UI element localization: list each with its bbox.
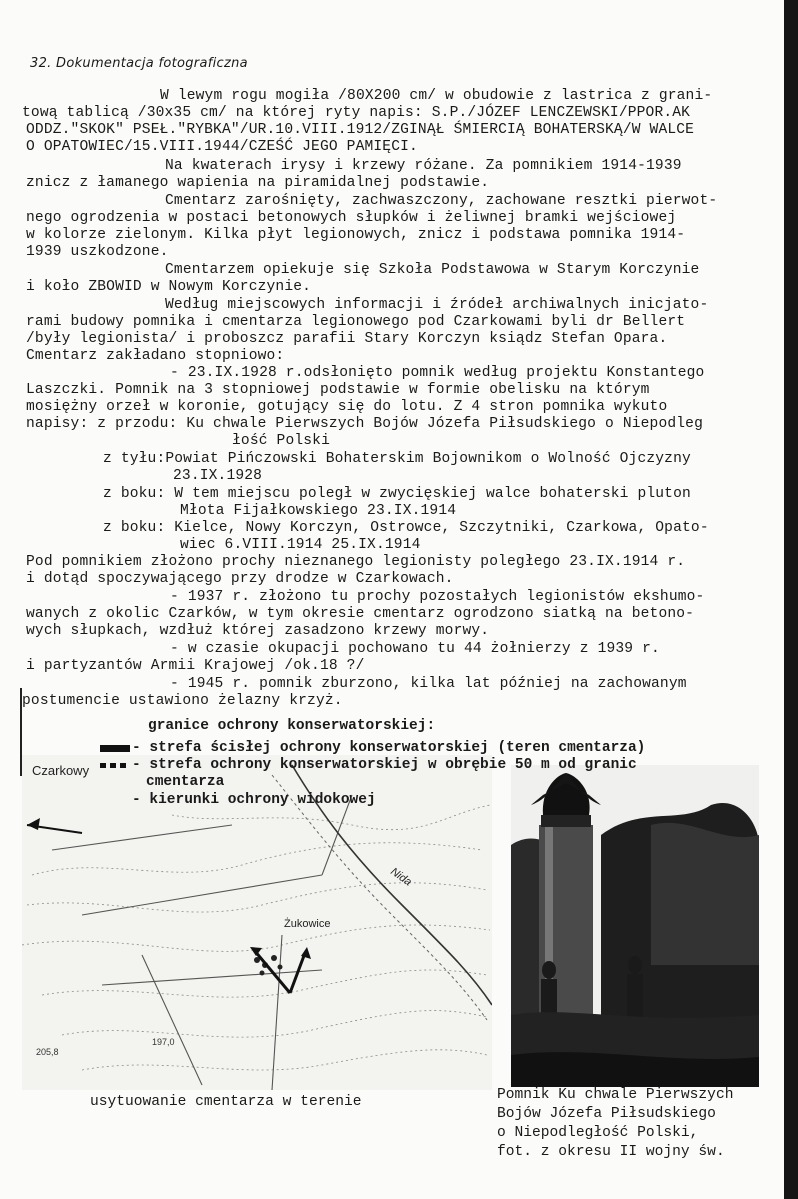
body-line: wiec 6.VIII.1914 25.IX.1914 — [180, 537, 421, 553]
photo-caption-line: o Niepodległość Polski, — [497, 1125, 699, 1141]
body-line: /były legionista/ i proboszcz parafii Stary Korczyn ksiądz Stefan Opara. — [26, 331, 668, 347]
body-line: - 1945 r. pomnik zburzono, kilka lat później na zachowanym — [170, 676, 687, 692]
body-line: rami budowy pomnika i cmentarza legionowego pod Czarkowami byli dr Bellert — [26, 314, 686, 330]
body-line: 1939 uszkodzone. — [26, 244, 169, 260]
body-line: Cmentarzem opiekuje się Szkoła Podstawowa w Starym Korczynie — [165, 262, 700, 278]
body-line: nego ogrodzenia w postaci betonowych słupków i żeliwnej bramki wejściowej — [26, 210, 677, 226]
body-line: Młota Fijałkowskiego 23.IX.1914 — [180, 503, 457, 519]
legend-dashed-marker — [100, 763, 130, 768]
map-caption: usytuowanie cmentarza w terenie — [90, 1094, 362, 1110]
body-line: O OPATOWIEC/15.VIII.1944/CZEŚĆ JEGO PAMIĘCI. — [26, 139, 418, 155]
body-line: i dotąd spoczywającego przy drodze w Czarkowach. — [26, 571, 454, 587]
body-line: Pod pomnikiem złożono prochy nieznanego legionisty poległego 23.IX.1914 r. — [26, 554, 686, 570]
body-line: z boku: W tem miejscu poległ w zwycięskiej walce bohaterski pluton — [103, 486, 691, 502]
map-height-label: 197,0 — [152, 1037, 175, 1047]
legend-item: - kierunki ochrony widokowej — [132, 792, 376, 808]
body-line: Cmentarz zakładano stopniowo: — [26, 348, 285, 364]
body-line: z tyłu:Powiat Pińczowski Bohaterskim Bojownikom o Wolność Ojczyzny — [103, 451, 691, 467]
body-line: postumencie ustawiono żelazny krzyż. — [22, 693, 343, 709]
map-label-zukowice: Żukowice — [284, 918, 331, 930]
body-line: wych słupkach, wzdłuż której zasadzono krzewy morwy. — [26, 623, 490, 639]
photo-caption-line: Pomnik Ku chwale Pierwszych — [497, 1087, 734, 1103]
legend-item: - strefa ścisłej ochrony konserwatorskiej (teren cmentarza) — [132, 740, 646, 756]
body-line: Według miejscowych informacji i źródeł archiwalnych inicjato- — [165, 297, 709, 313]
body-line: 23.IX.1928 — [173, 468, 263, 484]
body-line: - 23.IX.1928 r.odsłonięto pomnik według projektu Konstantego — [170, 365, 705, 381]
photo-caption-line: Bojów Józefa Piłsudskiego — [497, 1106, 716, 1122]
body-line: Laszczki. Pomnik na 3 stopniowej podstawie w formie obelisku na którym — [26, 382, 650, 398]
body-line: znicz z łamanego wapienia na piramidalnej podstawie. — [26, 175, 490, 191]
legend-item: - strefa ochrony konserwatorskiej w obrębie 50 m od granic — [132, 757, 637, 773]
map-label-czarkowy: Czarkowy — [32, 763, 90, 778]
body-line: W lewym rogu mogiła /80X200 cm/ w obudowie z lastrica z grani- — [160, 88, 713, 104]
map-height-label: 205,8 — [36, 1047, 59, 1057]
body-line: napisy: z przodu: Ku chwale Pierwszych Bojów Józefa Piłsudskiego o Niepodleg — [26, 416, 703, 432]
legend-solid-marker — [100, 745, 130, 752]
legend-title: granice ochrony konserwatorskiej: — [148, 718, 436, 734]
body-line: łość Polski — [232, 433, 330, 449]
body-line: ODDZ."SKOK" PSEŁ."RYBKA"/UR.10.VIII.1912/ZGINĄŁ ŚMIERCIĄ BOHATERSKĄ/W WALCE — [26, 122, 695, 138]
legend-item: cmentarza — [146, 774, 225, 790]
body-line: - 1937 r. złożono tu prochy pozostałych legionistów ekshumo- — [170, 589, 705, 605]
body-line: wanych z okolic Czarków, w tym okresie cmentarz ogrodzono siatką na betono- — [26, 606, 695, 622]
body-line: mosiężny orzeł w koronie, gotujący się do lotu. Z 4 stron pomnika wykuto — [26, 399, 668, 415]
body-line: Na kwaterach irysy i krzewy różane. Za pomnikiem 1914-1939 — [165, 158, 682, 174]
body-line: tową tablicą /30x35 cm/ na której ryty napis: S.P./JÓZEF LENCZEWSKI/PPOR.AK — [22, 105, 691, 121]
map-label-nida: Nida — [388, 865, 414, 889]
body-line: - w czasie okupacji pochowano tu 44 żołnierzy z 1939 r. — [170, 641, 660, 657]
monument-photo — [511, 765, 759, 1087]
body-line: z boku: Kielce, Nowy Korczyn, Ostrowce, Szczytniki, Czarkowa, Opato- — [103, 520, 709, 536]
body-line: Cmentarz zarośnięty, zachwaszczony, zachowane resztki pierwot- — [165, 193, 718, 209]
body-line: i koło ZBOWID w Nowym Korczynie. — [26, 279, 312, 295]
photo-caption-line: fot. z okresu II wojny św. — [497, 1144, 725, 1160]
body-line: w kolorze zielonym. Kilka płyt legionowych, znicz i podstawa pomnika 1914- — [26, 227, 686, 243]
section-header: 32. Dokumentacja fotograficzna — [30, 56, 248, 71]
body-line: i partyzantów Armii Krajowej /ok.18 ?/ — [26, 658, 365, 674]
scan-edge — [784, 0, 798, 1199]
